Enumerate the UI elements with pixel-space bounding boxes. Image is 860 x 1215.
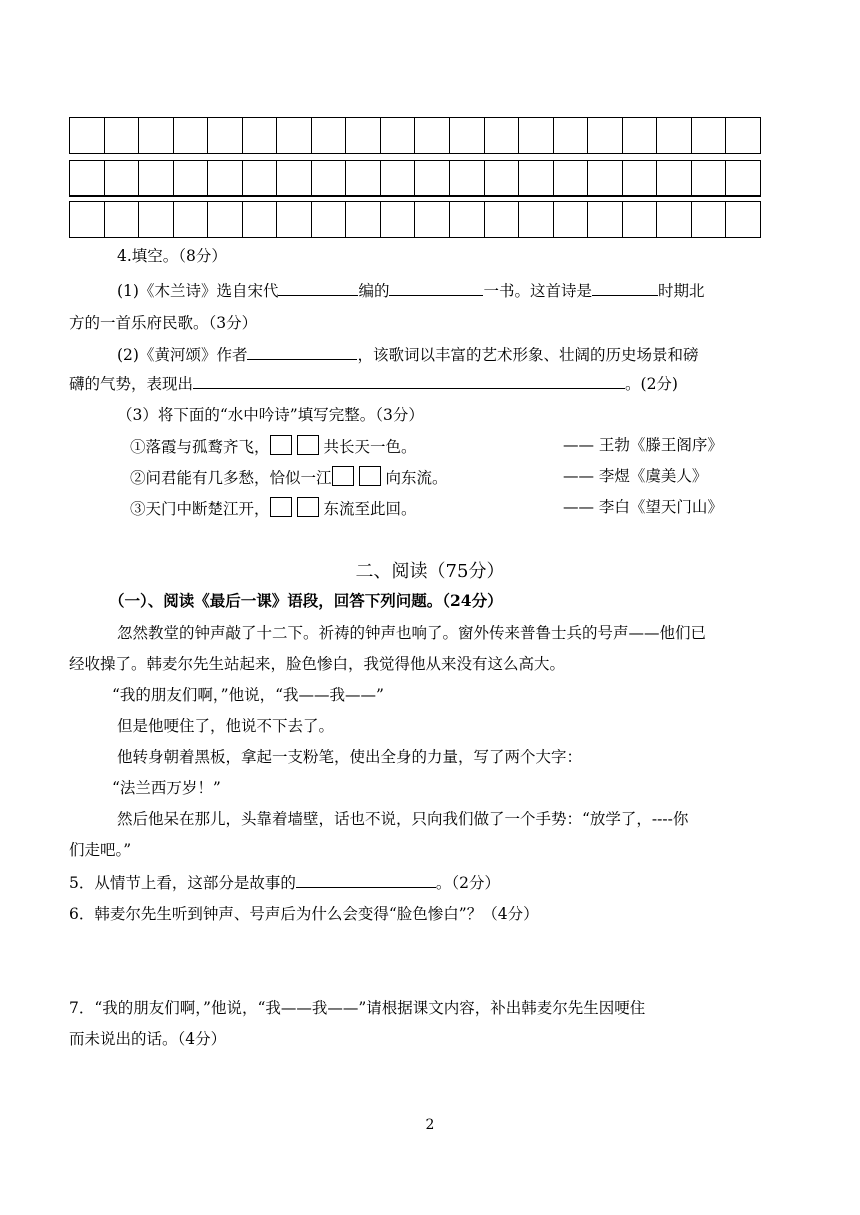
grid-cell[interactable]: [415, 202, 450, 237]
grid-cell[interactable]: [105, 202, 140, 237]
grid-cell[interactable]: [208, 118, 243, 153]
grid-cell[interactable]: [312, 202, 347, 237]
grid-cell[interactable]: [657, 161, 692, 196]
grid-cell[interactable]: [623, 202, 658, 237]
grid-cell[interactable]: [588, 118, 623, 153]
q4-p1-text-d: 时期北: [658, 282, 705, 300]
grid-cell[interactable]: [657, 118, 692, 153]
grid-cell[interactable]: [105, 161, 140, 196]
q4-p2-text-a: (2)《黄河颂》作者: [117, 346, 248, 364]
q4-p2-text-d: 。(2分): [625, 375, 678, 393]
grid-cell[interactable]: [692, 202, 727, 237]
grid-cell[interactable]: [554, 161, 589, 196]
q5-text-a: 5．从情节上看，这部分是故事的: [69, 874, 296, 892]
answer-box[interactable]: [270, 435, 292, 455]
grid-cell[interactable]: [485, 161, 520, 196]
grid-cell[interactable]: [174, 202, 209, 237]
grid-cell[interactable]: [346, 161, 381, 196]
grid-cell[interactable]: [554, 202, 589, 237]
grid-cell[interactable]: [381, 118, 416, 153]
grid-cell[interactable]: [277, 202, 312, 237]
grid-cell[interactable]: [312, 161, 347, 196]
grid-cell[interactable]: [554, 118, 589, 153]
grid-cell[interactable]: [726, 118, 760, 153]
grid-cell[interactable]: [243, 161, 278, 196]
q4-p2-line: [117, 344, 698, 365]
grid-cell[interactable]: [208, 161, 243, 196]
poem-post: 东流至此回。: [323, 500, 417, 518]
grid-cell[interactable]: [208, 202, 243, 237]
grid-cell[interactable]: [692, 118, 727, 153]
q6-line: 6．韩麦尔先生听到钟声、号声后为什么会变得“脸色惨白”？（4分）: [69, 905, 539, 923]
q5-line: [69, 872, 500, 893]
grid-cell[interactable]: [588, 202, 623, 237]
answer-box[interactable]: [270, 497, 292, 517]
writing-grid-row: [69, 117, 761, 154]
grid-cell[interactable]: [485, 202, 520, 237]
grid-cell[interactable]: [726, 161, 760, 196]
passage-line: 们走吧。”: [69, 841, 132, 859]
grid-cell[interactable]: [174, 118, 209, 153]
grid-cell[interactable]: [346, 118, 381, 153]
answer-blank[interactable]: [193, 373, 625, 389]
q4-p1-continuation: 方的一首乐府民歌。（3分）: [69, 314, 258, 332]
answer-blank[interactable]: [278, 280, 358, 296]
poem-source: —— 李煜《虞美人》: [563, 467, 708, 485]
poem-line: [130, 497, 417, 519]
grid-cell[interactable]: [277, 118, 312, 153]
answer-box[interactable]: [297, 497, 319, 517]
passage-line: 他转身朝着黑板，拿起一支粉笔，使出全身的力量，写了两个大字：: [117, 748, 583, 766]
writing-grid-row: [69, 160, 761, 197]
q4-p2-text-c: 礴的气势，表现出: [69, 375, 194, 393]
poem-line: [130, 466, 448, 488]
answer-box[interactable]: [297, 435, 319, 455]
grid-cell[interactable]: [519, 202, 554, 237]
grid-cell[interactable]: [623, 118, 658, 153]
grid-cell[interactable]: [139, 118, 174, 153]
grid-cell[interactable]: [139, 161, 174, 196]
grid-cell[interactable]: [519, 118, 554, 153]
passage-line: 但是他哽住了，他说不下去了。: [117, 717, 335, 735]
poem-post: 向东流。: [385, 469, 448, 487]
grid-cell[interactable]: [381, 202, 416, 237]
poem-pre: ①落霞与孤鹜齐飞，: [130, 438, 270, 456]
grid-cell[interactable]: [519, 161, 554, 196]
grid-cell[interactable]: [588, 161, 623, 196]
q4-p1-text-b: 编的: [358, 282, 390, 300]
answer-blank[interactable]: [592, 280, 658, 296]
q4-heading: 4.填空。（8分）: [117, 247, 227, 265]
q7-line2: 而未说出的话。（4分）: [69, 1030, 227, 1048]
poem-source: —— 王勃《滕王阁序》: [563, 436, 723, 454]
grid-cell[interactable]: [243, 202, 278, 237]
passage-line: 然后他呆在那儿，头靠着墙壁，话也不说，只向我们做了一个手势：“放学了，----你: [117, 810, 689, 828]
q4-p2-line2: [69, 373, 678, 394]
grid-divider: [69, 153, 761, 154]
q4-p2-text-b: ，该歌词以丰富的艺术形象、壮阔的历史场景和磅: [357, 346, 699, 364]
section-title: 二、阅读（75分）: [355, 561, 505, 582]
q4-p1-text-a: (1)《木兰诗》选自宋代: [117, 282, 279, 300]
answer-box[interactable]: [359, 466, 381, 486]
grid-cell[interactable]: [139, 202, 174, 237]
grid-cell[interactable]: [450, 118, 485, 153]
grid-cell[interactable]: [277, 161, 312, 196]
grid-cell[interactable]: [657, 202, 692, 237]
answer-blank[interactable]: [389, 280, 483, 296]
grid-cell[interactable]: [70, 118, 105, 153]
grid-cell[interactable]: [450, 161, 485, 196]
poem-source: —— 李白《望天门山》: [563, 498, 723, 516]
grid-cell[interactable]: [70, 202, 105, 237]
poem-line: [130, 435, 417, 457]
writing-grid-row: [69, 201, 761, 238]
q4-p1-line: [117, 280, 705, 301]
q4-p3-heading: （3）将下面的“水中吟诗”填写完整。（3分）: [117, 406, 424, 424]
grid-cell[interactable]: [692, 161, 727, 196]
grid-cell[interactable]: [415, 118, 450, 153]
q4-p1-text-c: 一书。这首诗是: [483, 282, 592, 300]
q7-line1: 7．“我的朋友们啊，”他说，“我——我——”请根据课文内容，补出韩麦尔先生因哽住: [69, 999, 646, 1017]
grid-cell[interactable]: [70, 161, 105, 196]
grid-divider: [69, 195, 761, 196]
answer-blank[interactable]: [296, 872, 436, 888]
grid-cell[interactable]: [243, 118, 278, 153]
q5-text-b: 。（2分）: [435, 874, 500, 892]
page-number: 2: [425, 1117, 435, 1133]
passage-line: “我的朋友们啊，”他说，“我——我——”: [112, 686, 384, 704]
grid-cell[interactable]: [381, 161, 416, 196]
passage-line: “法兰西万岁！”: [112, 779, 221, 797]
grid-cell[interactable]: [623, 161, 658, 196]
answer-box[interactable]: [332, 466, 354, 486]
answer-blank[interactable]: [247, 344, 357, 360]
grid-cell[interactable]: [450, 202, 485, 237]
grid-cell[interactable]: [105, 118, 140, 153]
poem-pre: ②问君能有几多愁，恰似一江: [130, 469, 332, 487]
grid-cell[interactable]: [346, 202, 381, 237]
poem-post: 共长天一色。: [323, 438, 417, 456]
passage-line: 经收操了。韩麦尔先生站起来，脸色惨白，我觉得他从来没有这么高大。: [69, 655, 566, 673]
poem-pre: ③天门中断楚江开，: [130, 500, 270, 518]
grid-cell[interactable]: [726, 202, 760, 237]
passage-line: 忽然教堂的钟声敲了十二下。祈祷的钟声也响了。窗外传来普鲁士兵的号声——他们已: [117, 624, 707, 642]
grid-cell[interactable]: [415, 161, 450, 196]
grid-cell[interactable]: [485, 118, 520, 153]
reading-subtitle: （一）、阅读《最后一课》语段，回答下列问题。（24分）: [109, 591, 503, 610]
grid-cell[interactable]: [312, 118, 347, 153]
grid-cell[interactable]: [174, 161, 209, 196]
